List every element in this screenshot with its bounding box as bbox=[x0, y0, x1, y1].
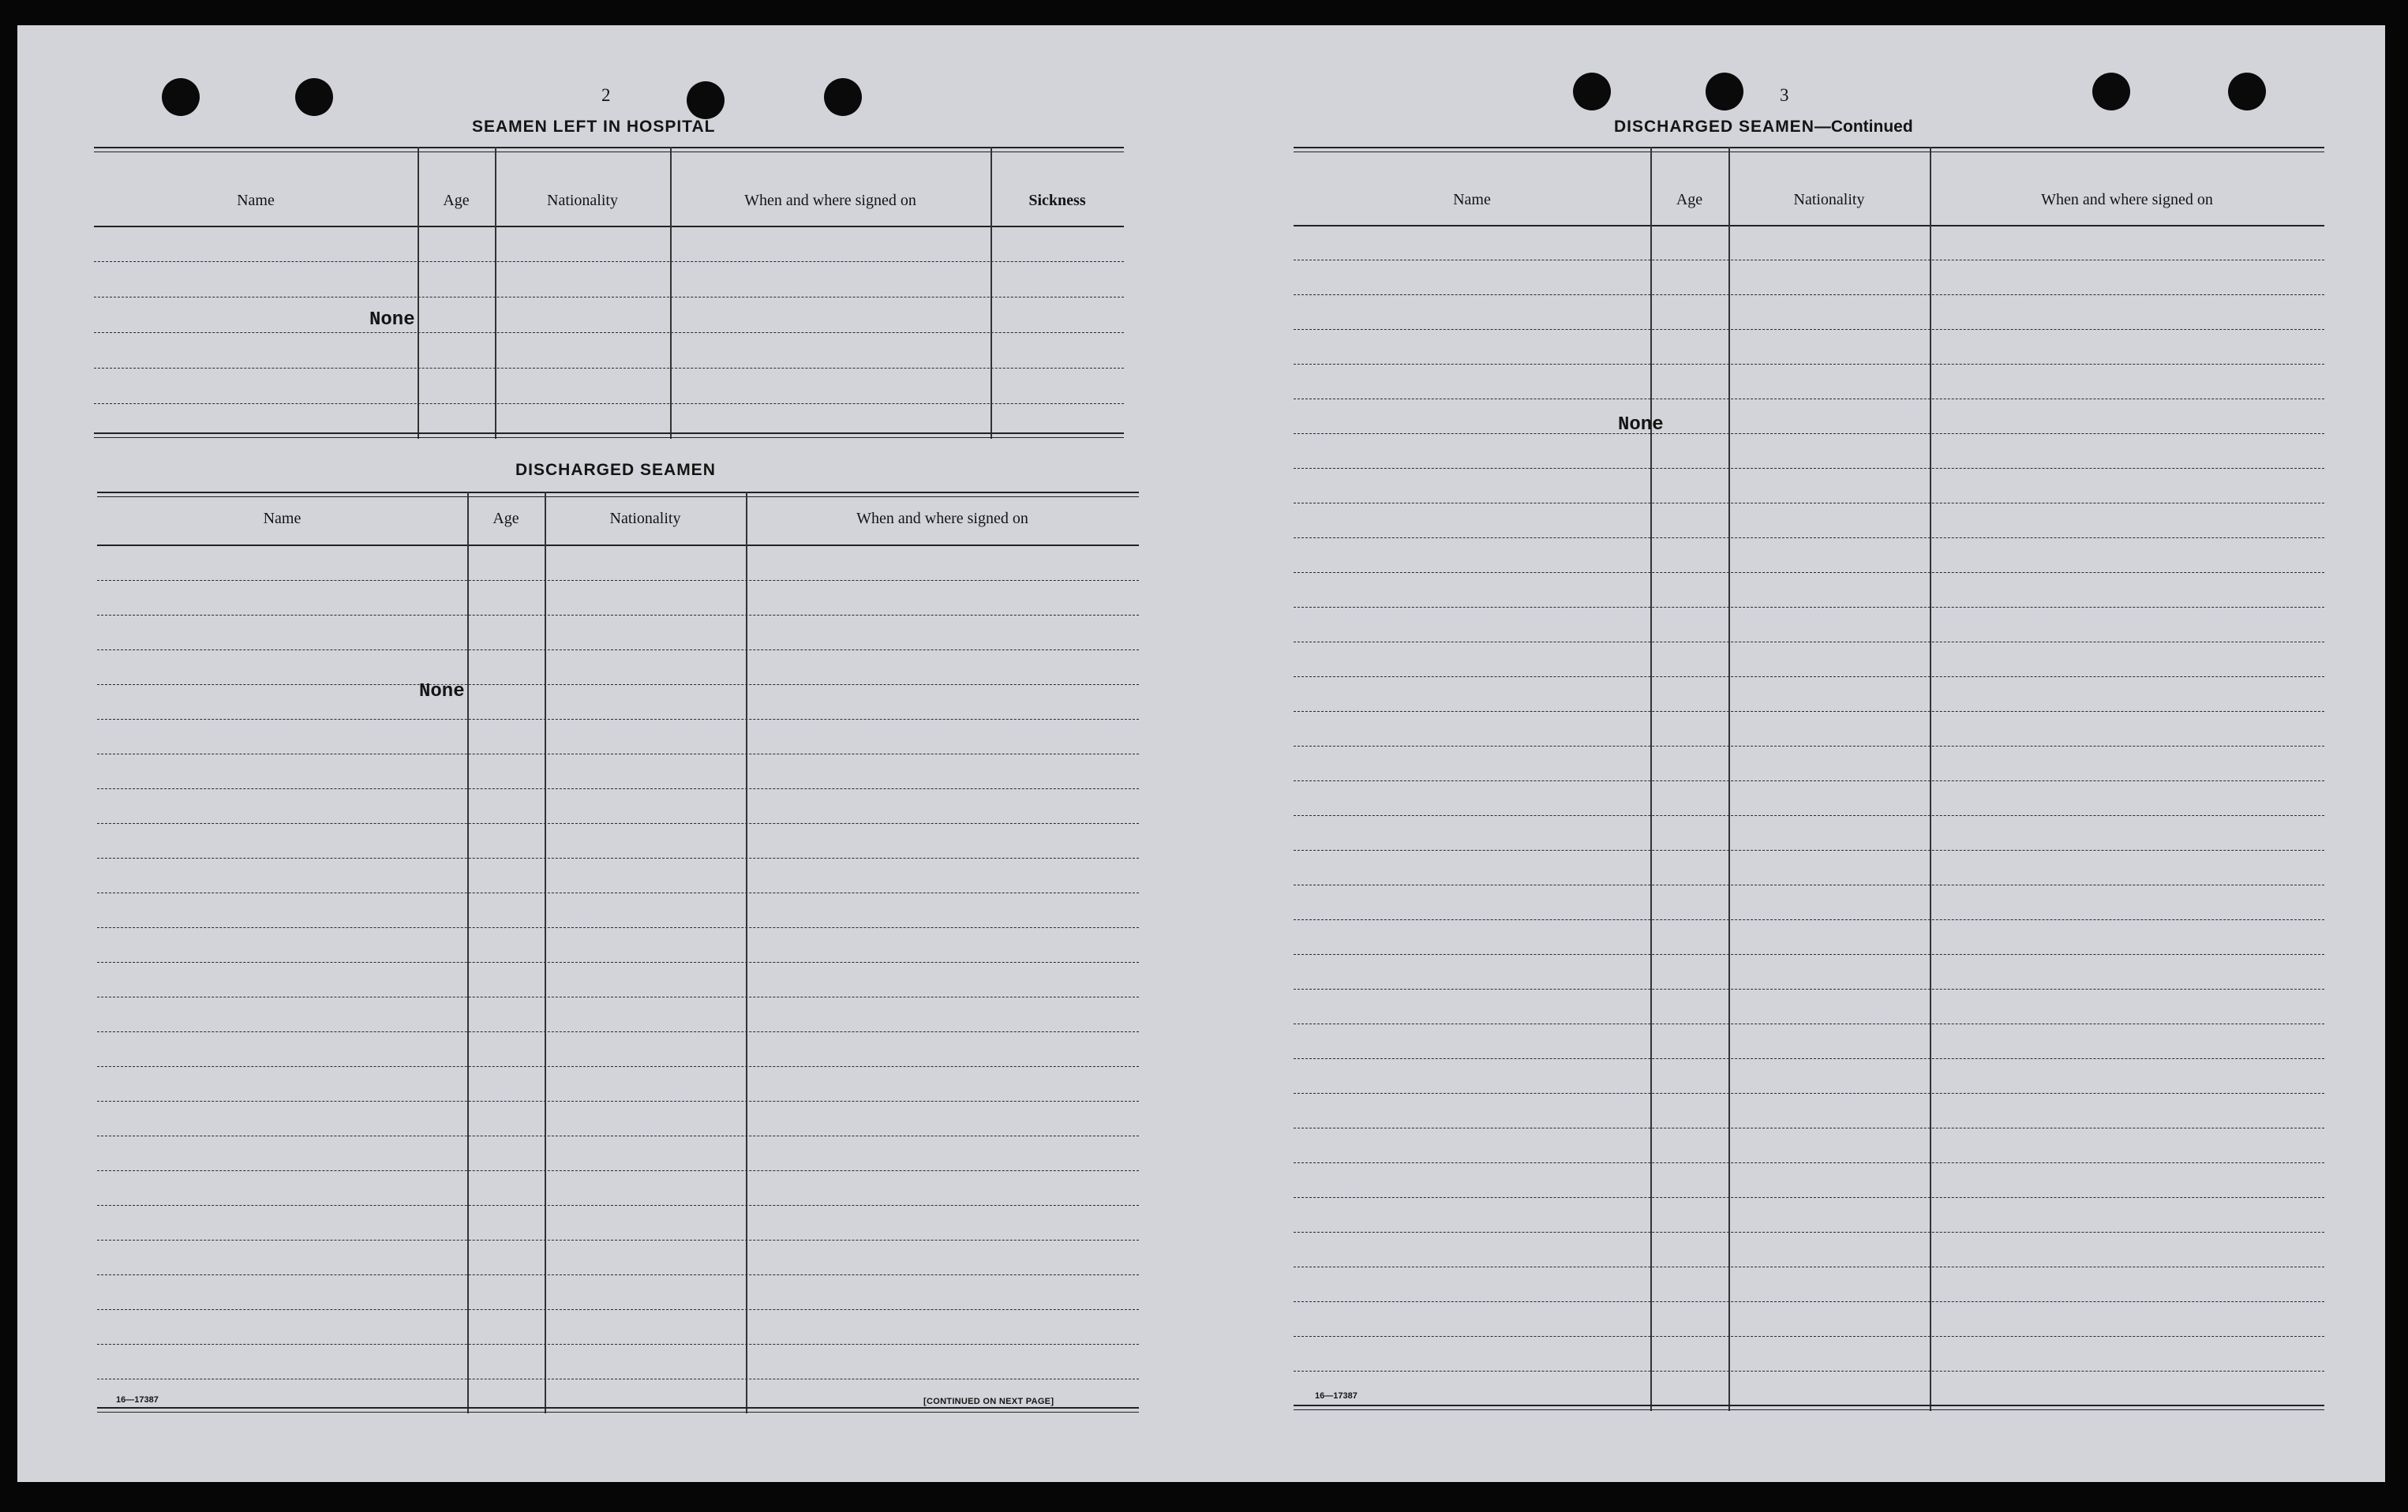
discharged-section-title: DISCHARGED SEAMEN bbox=[515, 461, 716, 479]
left-page bbox=[17, 25, 1205, 1482]
table-row bbox=[1294, 676, 2324, 677]
table-row bbox=[97, 1274, 1139, 1275]
table-row bbox=[1294, 780, 2324, 781]
table-row bbox=[94, 403, 1124, 404]
column-header-signed-on: When and where signed on bbox=[856, 510, 1028, 527]
table-row bbox=[97, 1170, 1139, 1171]
table-row bbox=[1294, 919, 2324, 920]
table-row bbox=[1294, 607, 2324, 608]
table-row bbox=[1294, 711, 2324, 712]
column-header-signed-on: When and where signed on bbox=[2041, 191, 2213, 208]
table-row bbox=[1294, 746, 2324, 747]
table-row bbox=[1294, 1301, 2324, 1302]
table-row bbox=[97, 1309, 1139, 1310]
table-row bbox=[97, 858, 1139, 859]
table-row bbox=[97, 615, 1139, 616]
form-number: 16—17387 bbox=[1315, 1391, 1358, 1401]
punch-hole bbox=[2092, 73, 2130, 110]
page-number: 3 bbox=[1780, 85, 1789, 105]
table-row bbox=[94, 297, 1124, 298]
table-row bbox=[97, 1240, 1139, 1241]
table-row bbox=[1294, 294, 2324, 295]
table-row bbox=[97, 823, 1139, 824]
table-row bbox=[1294, 1371, 2324, 1372]
punch-hole bbox=[1706, 73, 1743, 110]
hospital-table bbox=[94, 147, 1124, 442]
table-row bbox=[97, 580, 1139, 581]
discharged-continued-entry-none: None bbox=[1618, 414, 1664, 436]
punch-hole bbox=[1573, 73, 1611, 110]
table-row bbox=[97, 788, 1139, 789]
table-row bbox=[1294, 1162, 2324, 1163]
hospital-section-title: SEAMEN LEFT IN HOSPITAL bbox=[472, 118, 716, 136]
table-row bbox=[1294, 364, 2324, 365]
table-row bbox=[97, 1205, 1139, 1206]
table-row bbox=[1294, 1093, 2324, 1094]
table-row bbox=[1294, 572, 2324, 573]
discharged-entry-none: None bbox=[419, 681, 465, 702]
table-row bbox=[97, 962, 1139, 963]
discharged-continued-title bbox=[1614, 118, 1913, 137]
discharged-table bbox=[97, 492, 1139, 1417]
table-row bbox=[1294, 1336, 2324, 1337]
discharged-continued-table bbox=[1294, 147, 2324, 1414]
table-row bbox=[94, 368, 1124, 369]
table-row bbox=[1294, 989, 2324, 990]
table-row bbox=[97, 1344, 1139, 1345]
table-row bbox=[1294, 468, 2324, 469]
punch-hole bbox=[162, 78, 200, 116]
punch-hole bbox=[2228, 73, 2266, 110]
form-number: 16—17387 bbox=[116, 1395, 159, 1405]
column-header-name: Name bbox=[263, 510, 301, 527]
table-row bbox=[1294, 815, 2324, 816]
document-sheet bbox=[17, 25, 2385, 1482]
table-row bbox=[1294, 433, 2324, 434]
hospital-entry-none: None bbox=[369, 309, 415, 331]
table-row bbox=[1294, 850, 2324, 851]
table-row bbox=[1294, 537, 2324, 538]
column-header-age: Age bbox=[443, 192, 470, 209]
discharged-continued-title-main: DISCHARGED SEAMEN bbox=[1614, 118, 1814, 136]
continued-note: [CONTINUED ON NEXT PAGE] bbox=[923, 1397, 1054, 1406]
punch-hole bbox=[824, 78, 862, 116]
column-header-age: Age bbox=[492, 510, 519, 527]
table-row bbox=[1294, 1232, 2324, 1233]
column-header-signed-on: When and where signed on bbox=[744, 192, 916, 209]
table-row bbox=[97, 684, 1139, 685]
column-header-name: Name bbox=[1453, 191, 1491, 208]
column-header-name: Name bbox=[237, 192, 275, 209]
column-header-nationality: Nationality bbox=[609, 510, 681, 527]
punch-hole bbox=[687, 81, 725, 119]
column-header-age: Age bbox=[1676, 191, 1703, 208]
punch-hole bbox=[295, 78, 333, 116]
table-row bbox=[1294, 1058, 2324, 1059]
column-header-nationality: Nationality bbox=[1793, 191, 1865, 208]
table-row bbox=[97, 1101, 1139, 1102]
table-row bbox=[97, 1031, 1139, 1032]
table-row bbox=[1294, 954, 2324, 955]
table-row bbox=[94, 261, 1124, 262]
table-row bbox=[97, 927, 1139, 928]
table-row bbox=[97, 719, 1139, 720]
table-row bbox=[97, 649, 1139, 650]
table-row bbox=[97, 1066, 1139, 1067]
column-header-sickness: Sickness bbox=[1028, 192, 1086, 209]
table-row bbox=[1294, 329, 2324, 330]
column-header-nationality: Nationality bbox=[547, 192, 618, 209]
table-row bbox=[1294, 1197, 2324, 1198]
right-page bbox=[1205, 25, 2385, 1482]
discharged-continued-title-suffix: —Continued bbox=[1814, 118, 1913, 136]
page-number: 2 bbox=[601, 85, 611, 105]
table-row bbox=[94, 332, 1124, 333]
